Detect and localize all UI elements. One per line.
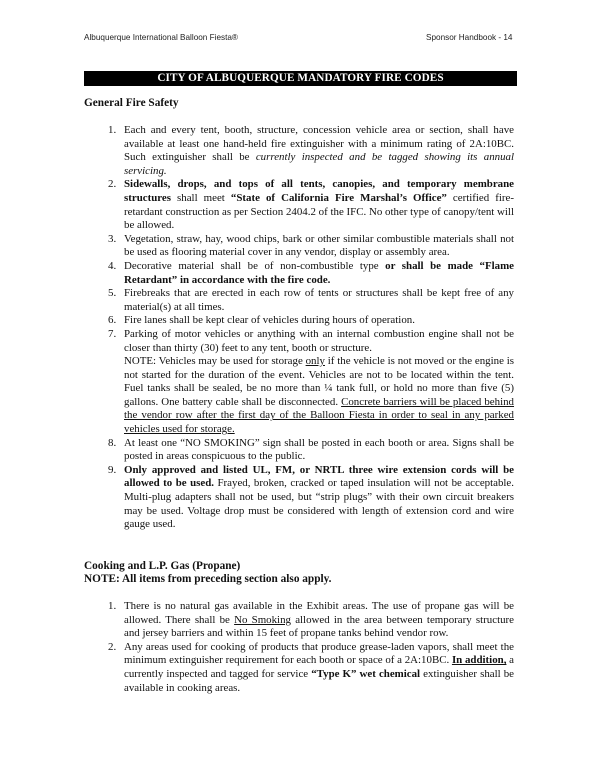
vehicle-storage-note: NOTE: Vehicles may be used for storage only if the vehicle is not moved or the engine is not started for the duration of the event. Vehicles are not to be located within the tent. Fuel tanks shall be sealed, be no more than ¼ tank full, or hold no more than five (5) gallons. One battery cable shall be disconnected. Concrete barriers will be placed behind the vendor row after the first day of the Balloon Fiesta in order to seal in any parked vehicles used for storage.: [124, 355, 515, 436]
list-item: 1. There is no natural gas available in the Exhibit areas. The use of propane gas will be allowed. There shall be No Smoking allowed in the area between temporary structure and jersey barriers and within 15 feet of propane tanks behind vendor row.: [108, 600, 515, 640]
cooking-note: NOTE: All items from preceding section also apply.: [84, 573, 332, 585]
list-item: 8. At least one “NO SMOKING” sign shall be posted in each booth or area. Signs shall be posted in areas conspicuous to the public.: [108, 436, 514, 463]
cooking-propane-list: [84, 600, 514, 695]
running-header-left: Albuquerque International Balloon Fiesta®: [84, 33, 238, 42]
cooking-propane-heading: Cooking and L.P. Gas (Propane): [84, 560, 241, 572]
list-item: 7. Parking of motor vehicles or anything with an internal combustion engine shall not be closer than thirty (30) feet to any tent, booth or structure. NOTE: Vehicles may be used for storage only if the vehicle is not moved or the engine is not started for the duration of the event. Vehicles are not to be located within the tent. Fuel tanks shall be sealed, be no more than ¼ tank full, or hold no more than five (5) gallons. One battery cable shall be disconnected. Concrete barriers will be placed behind the vendor row after the first day of the Balloon Fiesta in order to seal in any parked vehicles used for storage.: [108, 327, 515, 436]
running-header-right: Sponsor Handbook - 14: [426, 33, 513, 42]
list-item: 3. Vegetation, straw, hay, wood chips, bark or other similar combustible materials shall not be used as flooring material cover in any vendor, display or assembly area.: [108, 232, 514, 259]
list-item: 9. Only approved and listed UL, FM, or NRTL three wire extension cords will be allowed to be used. Frayed, broken, cracked or taped insulation will not be acceptable. Multi-plug adapters shall not be used, but “strip plugs” with their own circuit breakers may be used. Voltage drop must be considered with length of extension cord and wire gauge used.: [108, 463, 514, 531]
list-item: 2. Sidewalls, drops, and tops of all tents, canopies, and temporary membrane structures shall meet “State of California Fire Marshal’s Office” certified fire-retardant construction as per Section 2404.2 of the IFC. No other type of canopy/tent will be allowed.: [108, 178, 515, 232]
list-item: 6. Fire lanes shall be kept clear of vehicles during hours of operation.: [108, 314, 415, 327]
list-item: 1. Each and every tent, booth, structure, concession vehicle area or section, shall have available at least one hand-held fire extinguisher with a minimum rating of 2A:10BC. Such extinguisher shall be currently inspected and be tagged showing its annual servicing.: [108, 124, 514, 177]
list-item: 4. Decorative material shall be of non-combustible type or shall be made “Flame Retardant” in accordance with the fire code.: [108, 259, 514, 286]
general-fire-safety-heading: General Fire Safety: [84, 97, 179, 109]
list-item: 2. Any areas used for cooking of products that produce grease-laden vapors, shall meet the minimum extinguisher requirement for each booth or space of a 2A:10BC. In addition, a currently inspected and tagged for service “Type K” wet chemical extinguisher shall be available in cooking areas.: [108, 640, 515, 694]
list-item: 5. Firebreaks that are erected in each row of tents or structures shall be kept free of any material(s) at all times.: [108, 287, 514, 313]
section-banner: CITY OF ALBUQUERQUE MANDATORY FIRE CODES: [84, 71, 517, 86]
general-fire-safety-list: [84, 124, 514, 532]
